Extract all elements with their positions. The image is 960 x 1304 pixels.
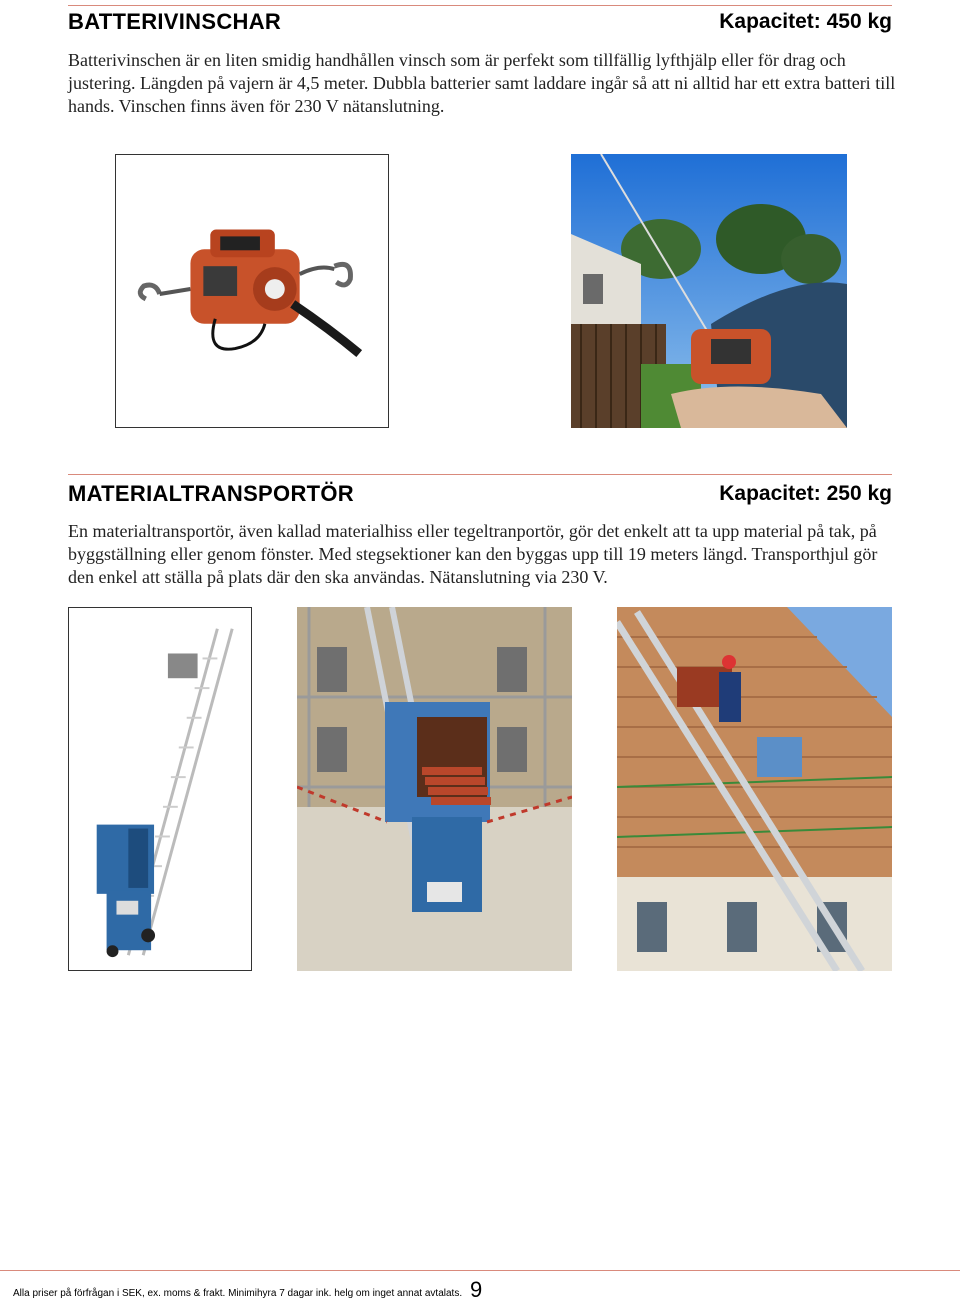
footer-divider [0,1270,960,1271]
capacity-label: Kapacitet: 250 kg [719,482,892,505]
section-description: En materialtransportör, även kallad materialhiss eller tegeltranportör, gör det enkelt att ta upp material på tak, på byggställning eller genom fönster. Med stegsektioner kan den byggas upp till 19 meters längd. Transporthjul gör den enkel att ställa på plats där den ska användas. Nätanslutning via 230 V. [68,521,878,587]
section-title: BATTERIVINSCHAR [68,9,282,34]
section-title: MATERIALTRANSPORTÖR [68,481,354,506]
material-hoist-scaffold-photo [297,607,572,971]
material-hoist-product-photo [68,607,252,971]
footer-note: Alla priser på förfrågan i SEK, ex. moms & frakt. Minimihyra 7 dagar ink. helg om inget annat avtalats. [13,1288,463,1299]
section-divider [68,474,892,475]
section-divider [68,5,892,6]
page-number: 9 [470,1277,483,1302]
material-hoist-roof-photo [617,607,892,971]
battery-winch-product-photo [115,154,389,428]
section-description: Batterivinschen är en liten smidig handhållen vinsch som är perfekt som tillfällig lyfthjälp eller för drag och justering. Längden på vajern är 4,5 meter. Dubbla batterier samt laddare ingår så att ni alltid har ett extra batteri till hands. Vinschen finns även för 230 V nätanslutning. [68,50,896,116]
capacity-label: Kapacitet: 450 kg [719,10,892,33]
winch-in-use-photo [571,154,847,428]
